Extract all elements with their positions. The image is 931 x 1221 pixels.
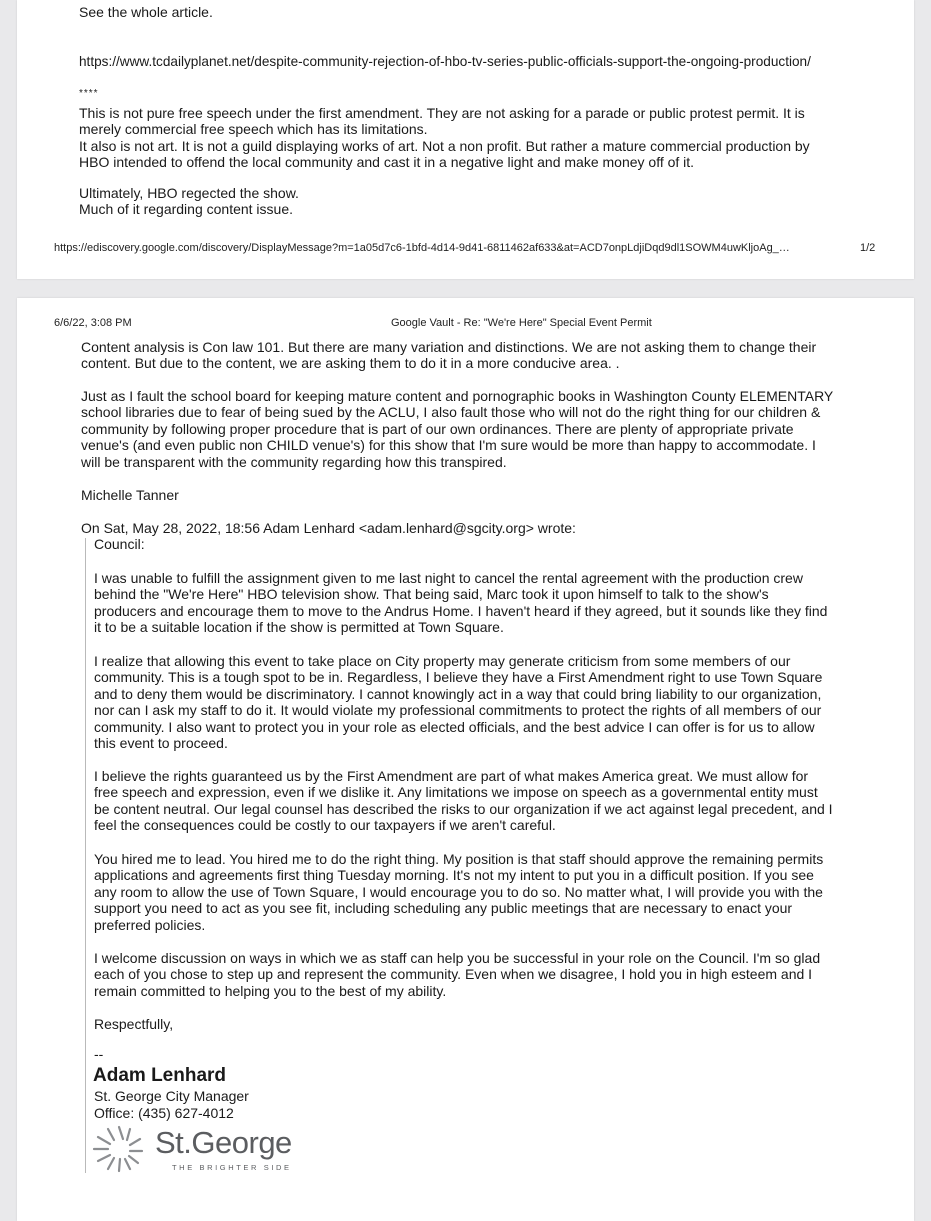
quote-intro: On Sat, May 28, 2022, 18:56 Adam Lenhard <adam.lenhard@sgcity.org> wrote: [81, 520, 576, 536]
signature-phone: Office: (435) 627-4012 [94, 1105, 234, 1121]
page1-paragraph-2: Ultimately, HBO regected the show. Much of it regarding content issue. [79, 185, 299, 218]
quote-paragraph-2: I realize that allowing this event to take place on City property may generate criticism from some members of our community. This is a tough spot to be in. Regardless, I believe they have a First Amendment right to use Town Square and to deny them would be discriminatory. I cannot knowingly act in a way that could bring liability to our organization, nor can I ask my staff to do it. It would violate my professional commitments to protect the rights of all members of our community. I also want to protect you in your role as elected officials, and the best advice I can offer is for us to allow this event to proceed. [94, 653, 823, 752]
logo-tagline: THE BRIGHTER SIDE [172, 1163, 292, 1172]
page2-paragraph-1: Content analysis is Con law 101. But there are many variation and distinctions. We are not asking them to change their content. But due to the content, we are asking them to do it in a more conducive area. . [81, 339, 817, 372]
sender-name: Michelle Tanner [81, 487, 179, 503]
quote-paragraph-3: I believe the rights guaranteed us by the First Amendment are part of what makes America great. We must allow for free speech and expression, even if we dislike it. Any limitations we impose on speech as a governmental entity must be content neutral. Our legal counsel has described the risks to our organization if we act against legal precedent, and I feel the consequences could be costly to our taxpayers if we aren't careful. [94, 768, 833, 834]
quote-salutation: Council: [94, 536, 145, 552]
st-george-logo [90, 1119, 330, 1179]
footer-url: https://ediscovery.google.com/discovery/DisplayMessage?m=1a05d7c6-1bfd-4d14-9d41-6811462af633&at=ACD7onpLdjiDqd9dl1SOWM4uwKljoAg_… [54, 242, 790, 254]
quote-closing: Respectfully, [94, 1016, 174, 1032]
quote-paragraph-1: I was unable to fulfill the assignment given to me last night to cancel the rental agreement with the production crew behind the "We're Here" HBO television show. That being said, Marc took it upon himself to talk to the show's producers and encourage them to move to the Andrus Home. I haven't heard if they agreed, but it sounds like they find it to be a suitable location if the show is permitted at Town Square. [94, 570, 828, 636]
sunburst-icon [90, 1119, 148, 1175]
header-date: 6/6/22, 3:08 PM [54, 317, 132, 329]
page2-paragraph-2: Just as I fault the school board for keeping mature content and pornographic books in Washington County ELEMENTARY school libraries due to fear of being sued by the ACLU, I also fault those who will not do the right thing for our children & community by following proper procedure that is part of our own ordinances. There are plenty of appropriate private venue's (and even public non CHILD venue's) for this show that I'm sure would be more than happy to accommodate. I will be transparent with the community regarding how this transpired. [81, 388, 834, 470]
signature-name: Adam Lenhard [93, 1065, 227, 1086]
logo-wordmark: St.George [155, 1125, 292, 1160]
signature-dash: -- [94, 1046, 104, 1062]
separator-stars: **** [79, 88, 99, 99]
header-title: Google Vault - Re: "We're Here" Special Event Permit [391, 317, 652, 329]
page1-paragraph-1: This is not pure free speech under the first amendment. They are not asking for a parade or public protest permit. It is merely commercial free speech which has its limitations. It also is not art. It is not a guild displaying works of art. Not a non profit. But rather a mature commercial production by HBO intended to offend the local community and cast it in a negative light and make money off of it. [79, 105, 810, 171]
see-article-text: See the whole article. [79, 4, 213, 20]
signature-title: St. George City Manager [94, 1088, 249, 1104]
footer-page-number: 1/2 [860, 242, 876, 254]
quote-paragraph-5: I welcome discussion on ways in which we as staff can help you be successful in your role on the Council. I'm so glad each of you chose to step up and represent the community. Even when we disagree, I hold you in high esteem and I remain committed to helping you to the best of my ability. [94, 950, 821, 999]
article-url[interactable]: https://www.tcdailyplanet.net/despite-community-rejection-of-hbo-tv-series-public-officials-support-the-ongoing-production/ [79, 54, 811, 69]
quote-bar [85, 538, 86, 1173]
quote-paragraph-4: You hired me to lead. You hired me to do the right thing. My position is that staff should approve the remaining permits applications and agreements first thing Tuesday morning. It's not my intent to put you in a difficult position. If you see any room to allow the use of Town Square, I would encourage you to do so. No matter what, I will provide you with the support you need to act as you see fit, including scheduling any public meetings that are necessary to enact your preferred policies. [94, 851, 824, 933]
